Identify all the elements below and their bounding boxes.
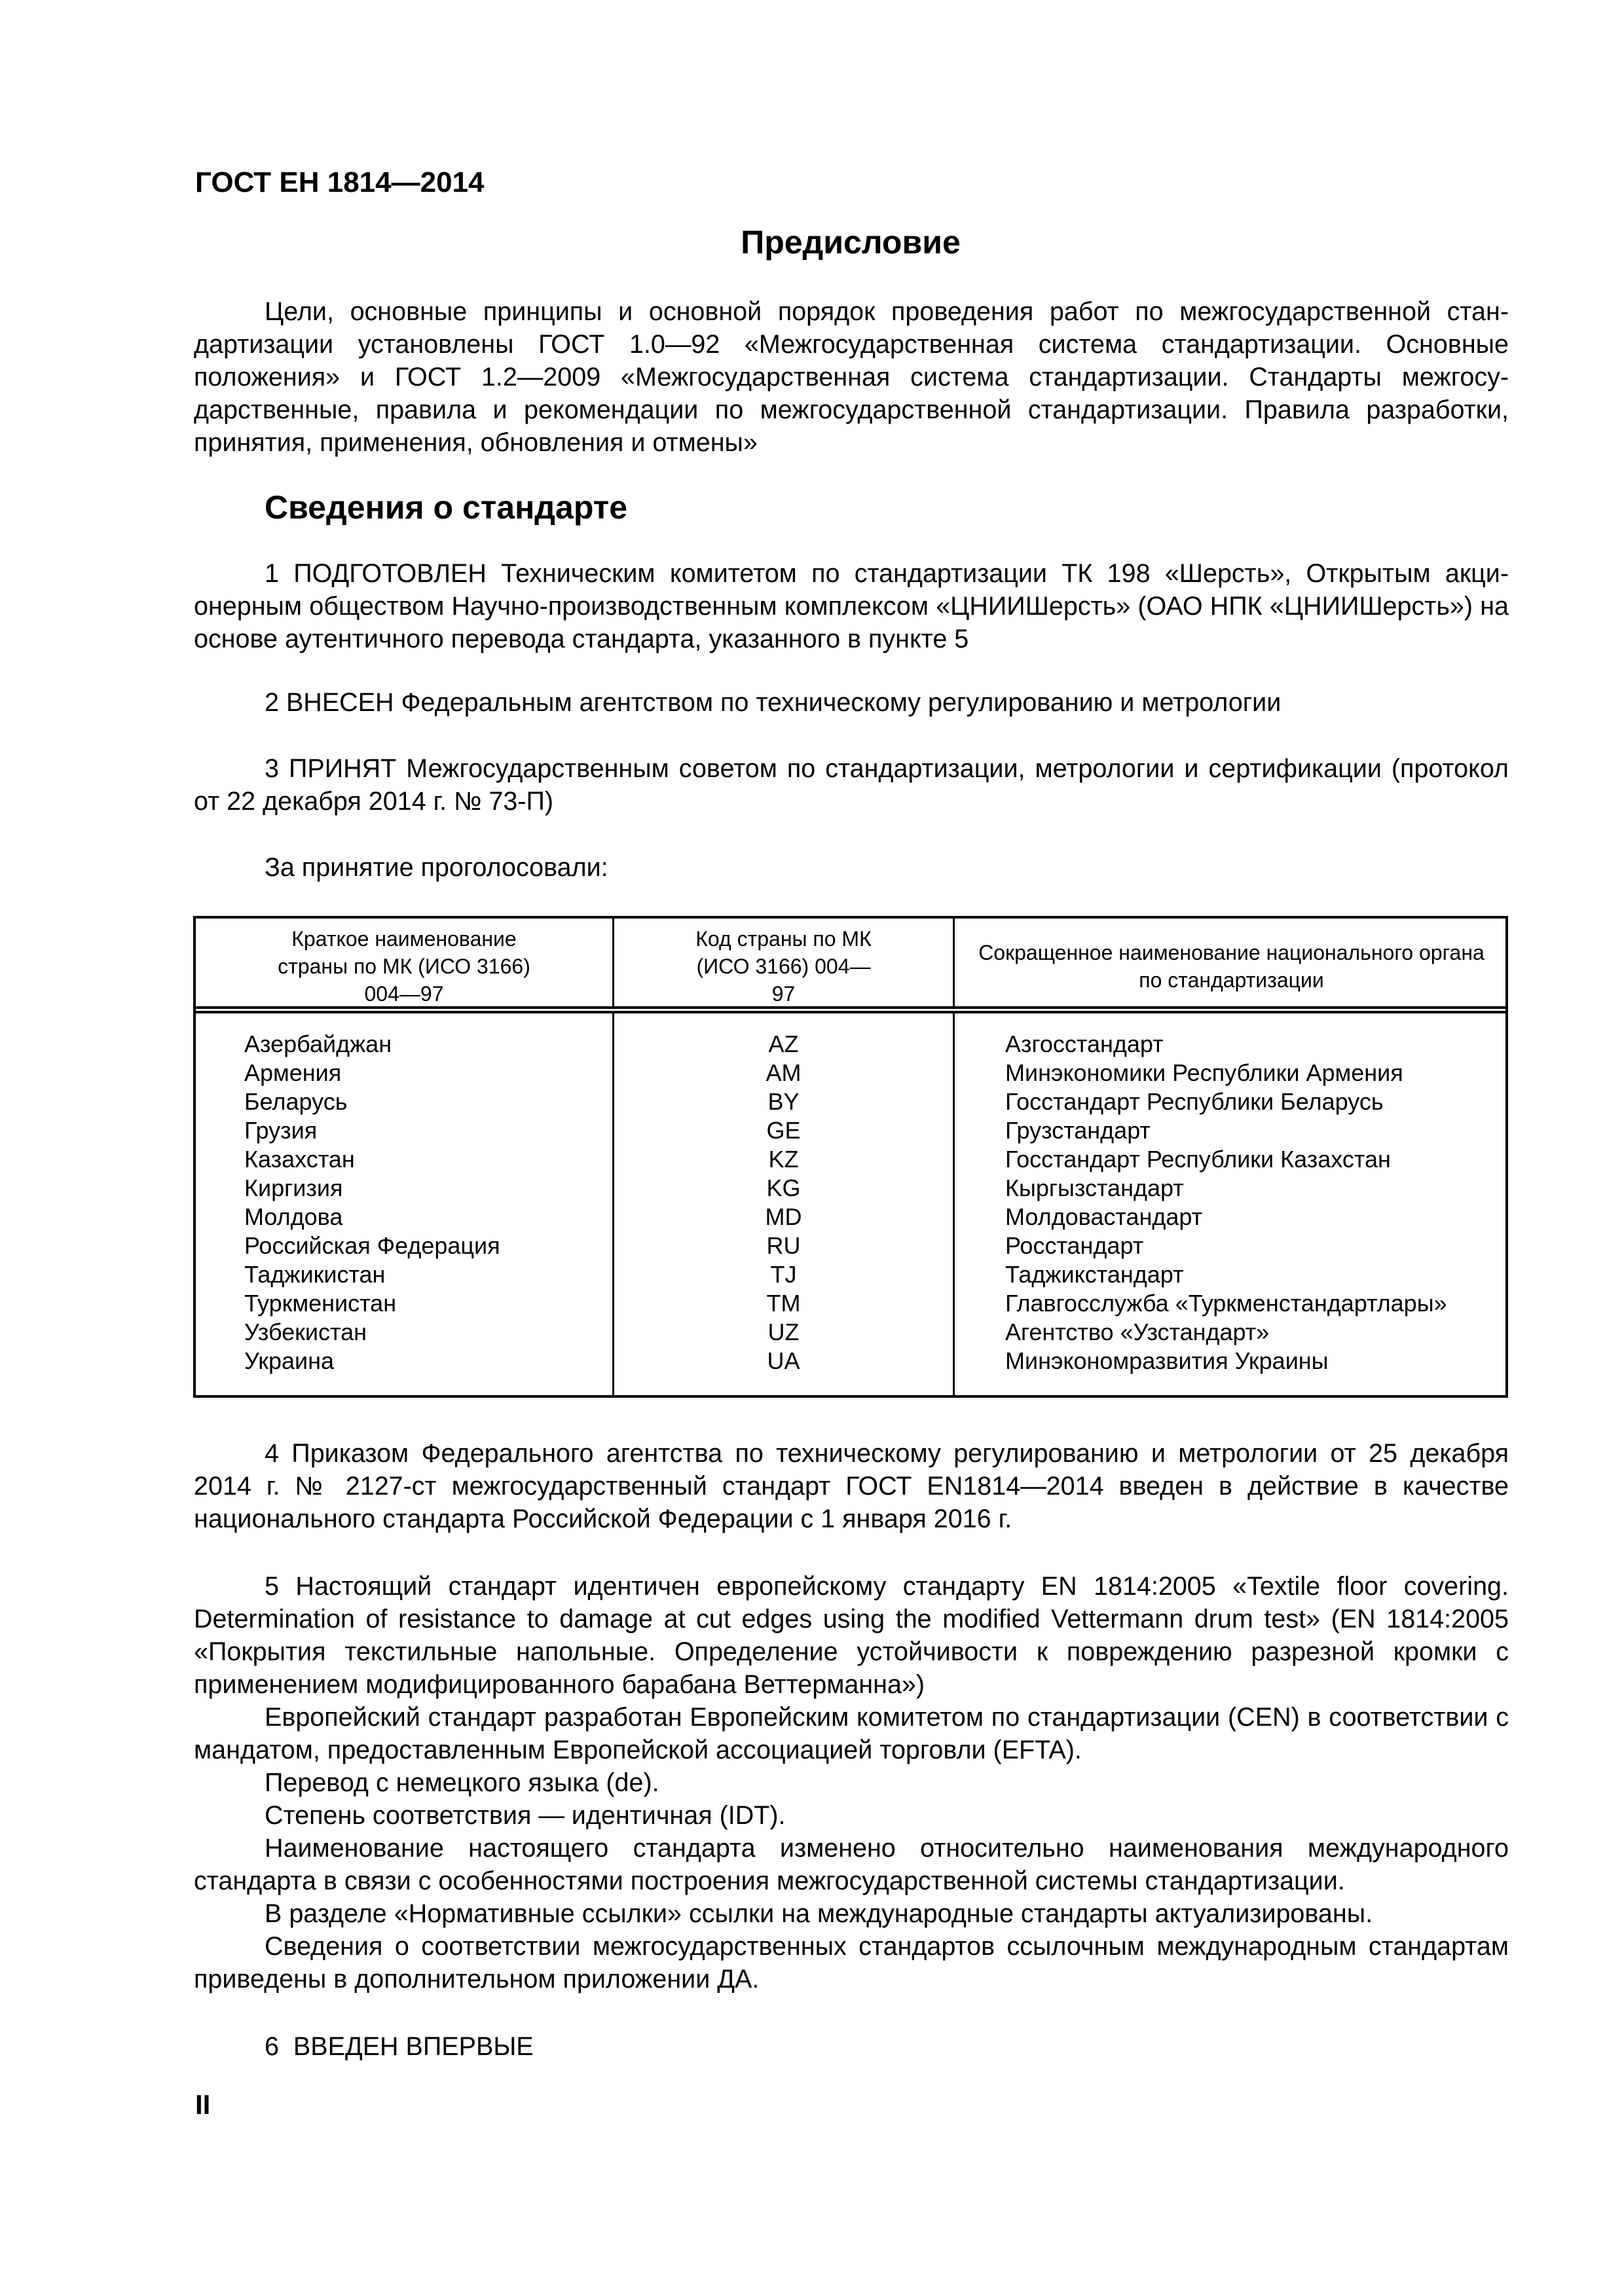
item-1-prepared: 1 ПОДГОТОВЛЕН Техническим комитетом по стандартизации ТК 198 «Шерсть», Открытым акционерным обществом Научно-производственным комплексом «ЦНИИШерсть» (ОАО НПК «ЦНИИШерсть») на основе аутентичного перевода стандарта, указанного в пункте 5	[194, 559, 1509, 653]
table-header-country-text: Краткое наименование страны по МК (ИСО 3166) 004—97	[278, 927, 530, 1006]
table-cell-body: Главгосслужба «Туркменстандартлары»	[1005, 1290, 1447, 1317]
table-cell-country: Таджикистан	[244, 1261, 386, 1288]
item-5-identity: 5 Настоящий стандарт идентичен европейскому стандарту EN 1814:2005 «Textile floor covering. Determination of resistance to damage at cut edges using the modified Vettermann drum test» (EN 1814:2005 «Покрытия текстильные напольные. Определение устойчивости к повреждению разрезной кромки с применением модифицированного барабана Веттерманна»)	[194, 1572, 1509, 1699]
item-5-degree: Степень соответствия — идентичная (IDT).	[265, 1801, 786, 1830]
table-cell-code: KG	[766, 1175, 801, 1201]
table-cell-country: Беларусь	[244, 1088, 348, 1115]
code-column	[614, 1030, 953, 1376]
table-header-body-text: Сокращенное наименование национального органа по стандартизации	[978, 941, 1485, 992]
voted-label: За принятие проголосовали:	[265, 853, 608, 882]
table-cell-code: AM	[766, 1059, 802, 1086]
table-cell-code: UA	[767, 1347, 800, 1374]
table-cell-body: Минэкономики Республики Армения	[1005, 1059, 1403, 1086]
table-header-body	[955, 930, 1508, 1002]
country-column	[244, 1030, 500, 1376]
item-5-annex: Сведения о соответствии межгосударственных стандартов ссылочным международным стандартам приведены в дополнительном приложении ДА.	[194, 1932, 1509, 1994]
item-4-order: 4 Приказом Федерального агентства по техническому регулированию и метрологии от 25 декабря 2014 г. № 2127-ст межгосударственный стандарт ГОСТ EN1814—2014 введен в действие в качестве национального стандарта Российской Федерации с 1 января 2016 г.	[194, 1439, 1509, 1533]
page-number: II	[195, 2089, 211, 2120]
table-cell-country: Узбекистан	[244, 1319, 367, 1345]
table-header-code-text: Код страны по МК (ИСО 3166) 004—97	[695, 927, 872, 1006]
item-5-translation: Перевод с немецкого языка (de).	[265, 1768, 659, 1797]
item-5-name-change: Наименование настоящего стандарта изменено относительно наименования международного стандарта в связи с особенностями построения межгосударственной системы стандартизации.	[194, 1834, 1509, 1895]
table-cell-body: Таджикстандарт	[1005, 1261, 1184, 1288]
table-header-code	[614, 927, 953, 1006]
table-cell-country: Российская Федерация	[244, 1232, 500, 1259]
table-cell-body: Молдовастандарт	[1005, 1203, 1203, 1230]
table-cell-body: Кыргызстандарт	[1005, 1175, 1184, 1201]
item-6-first-introduced: 6 ВВЕДЕН ВПЕРВЫЕ	[265, 2032, 534, 2061]
table-cell-code: AZ	[768, 1030, 799, 1057]
standard-info-title: Сведения о стандарте	[265, 489, 628, 526]
table-cell-code: KZ	[768, 1146, 799, 1173]
foreword-title: Предисловие	[741, 224, 961, 261]
table-cell-code: UZ	[767, 1319, 800, 1345]
table-cell-code: GE	[766, 1117, 801, 1144]
table-cell-country: Украина	[244, 1347, 335, 1374]
table-cell-code: MD	[765, 1203, 802, 1230]
table-cell-body: Госстандарт Республики Беларусь	[1005, 1088, 1384, 1115]
table-cell-country: Казахстан	[244, 1146, 355, 1173]
table-cell-country: Армения	[244, 1059, 342, 1086]
foreword-intro: Цели, основные принципы и основной порядок проведения работ по межгосударственной стандартизации установлены ГОСТ 1.0—92 «Межгосударственная система стандартизации. Основные положения» и ГОСТ 1.2—2009 «Межгосударственная система стандартизации. Стандарты межгосударственные, правила и рекомендации по межгосударственной стандартизации. Правила разработки, принятия, применения, обновления и отмены»	[194, 297, 1509, 457]
table-cell-code: RU	[766, 1232, 801, 1259]
table-cell-body: Госстандарт Республики Казахстан	[1005, 1146, 1391, 1173]
item-3-adopted: 3 ПРИНЯТ Межгосударственным советом по стандартизации, метрологии и сертификации (протокол от 22 декабря 2014 г. № 73-П)	[194, 754, 1509, 816]
standards-body-column	[1005, 1030, 1447, 1376]
table-cell-code: TJ	[770, 1261, 797, 1288]
table-cell-country: Грузия	[244, 1117, 318, 1144]
item-5-references: В разделе «Нормативные ссылки» ссылки на международные стандарты актуализированы.	[265, 1899, 1373, 1928]
table-cell-country: Азербайджан	[244, 1030, 392, 1057]
item-5-european-standard: Европейский стандарт разработан Европейским комитетом по стандартизации (CEN) в соответствии с мандатом, предоставленным Европейской ассоциацией торговли (EFTA).	[194, 1703, 1509, 1764]
document-code: ГОСТ ЕН 1814—2014	[195, 166, 485, 198]
voting-countries-table	[193, 916, 1508, 1398]
table-cell-body: Росстандарт	[1005, 1232, 1144, 1259]
table-cell-body: Грузстандарт	[1005, 1117, 1151, 1144]
table-cell-code: TM	[766, 1290, 801, 1317]
table-cell-body: Минэкономразвития Украины	[1005, 1347, 1329, 1374]
table-cell-body: Азгосстандарт	[1005, 1030, 1164, 1057]
table-cell-country: Киргизия	[244, 1175, 343, 1201]
table-header-country	[196, 927, 612, 1006]
item-2-introduced: 2 ВНЕСЕН Федеральным агентством по техническому регулированию и метрологии	[265, 688, 1282, 717]
table-cell-country: Молдова	[244, 1203, 343, 1230]
table-cell-code: BY	[767, 1088, 800, 1115]
table-cell-country: Туркменистан	[244, 1290, 397, 1317]
table-cell-body: Агентство «Узстандарт»	[1005, 1319, 1270, 1345]
